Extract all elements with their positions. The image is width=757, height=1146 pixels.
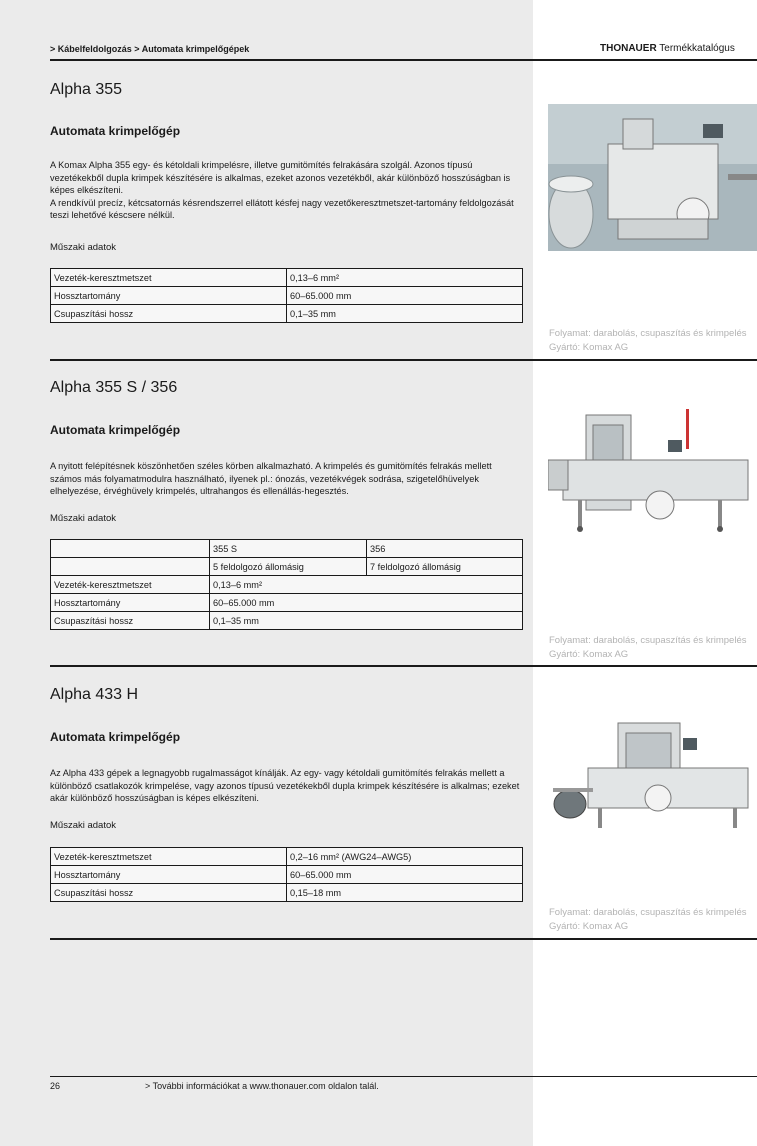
page-number: 26 xyxy=(50,1081,61,1091)
machine-photo xyxy=(548,718,757,830)
machine-photo xyxy=(548,405,757,535)
spec-value: 60–65.000 mm xyxy=(287,287,523,305)
brand-name: THONAUER xyxy=(600,43,657,54)
spec-label: Csupaszítási hossz xyxy=(51,884,287,902)
column-header: 356 xyxy=(367,540,523,558)
table-row xyxy=(51,612,523,630)
description-paragraph: Az Alpha 433 gépek a legnagyobb rugalmasságot kínálják. Az egy- vagy kétoldali gumitömítés felrakás mellett a különböző csatlakozók krimpelése, vagy azonos típusú vezetékekből dupla krimpek készítésére is alkalmas; ezeket akár különböző hosszúságban is képes elkészíteni. xyxy=(50,768,520,804)
product-description xyxy=(50,460,520,498)
manufacturer-note: Gyártó: Komax AG xyxy=(549,649,629,660)
spec-empty-cell xyxy=(51,540,210,558)
table-row xyxy=(51,269,523,287)
specs-heading: Műszaki adatok xyxy=(50,242,117,253)
spec-label: Vezeték-keresztmetszet xyxy=(51,848,287,866)
manufacturer-note: Gyártó: Komax AG xyxy=(549,342,629,353)
section-divider xyxy=(50,938,757,940)
spec-value: 0,15–18 mm xyxy=(287,884,523,902)
description-paragraph: A rendkívül precíz, kétcsatornás késrendszerrel ellátott késfej nagy vezetőkeresztmetszet-tartomány feldolgozását teszi lehetővé késcsere nélkül. xyxy=(50,197,514,221)
table-row xyxy=(51,305,523,323)
spec-value: 0,2–16 mm² (AWG24–AWG5) xyxy=(287,848,523,866)
product-subtitle: Automata krimpelőgép xyxy=(50,124,181,138)
spec-value: 0,13–6 mm² xyxy=(287,269,523,287)
specs-heading: Műszaki adatok xyxy=(50,820,117,831)
specs-heading: Műszaki adatok xyxy=(50,513,117,524)
spec-label: Csupaszítási hossz xyxy=(51,305,287,323)
product-title: Alpha 355 S / 356 xyxy=(50,379,178,396)
section-divider xyxy=(50,359,757,361)
spec-label: Hossztartomány xyxy=(51,287,287,305)
table-row xyxy=(51,558,523,576)
specs-table xyxy=(50,847,523,902)
description-paragraph: A Komax Alpha 355 egy- és kétoldali krimpelésre, illetve gumitömítés felrakására szolgál. Azonos típusú vezetékekből dupla krimpek készítésére is alkalmas, ezeket azonos vezetékből, akár különböző hosszúságban is képes elkészíteni. xyxy=(50,160,511,196)
catalog-brand xyxy=(600,43,757,54)
spec-value: 0,13–6 mm² xyxy=(210,576,523,594)
header-rule xyxy=(50,59,757,61)
specs-table xyxy=(50,268,523,323)
spec-label: Hossztartomány xyxy=(51,866,287,884)
table-row xyxy=(51,287,523,305)
product-title: Alpha 355 xyxy=(50,81,123,98)
spec-label: Vezeték-keresztmetszet xyxy=(51,269,287,287)
product-subtitle: Automata krimpelőgép xyxy=(50,423,181,437)
catalog-name: Termékkatalógus xyxy=(656,43,735,54)
manufacturer-note: Gyártó: Komax AG xyxy=(549,921,629,932)
column-subheader: 5 feldolgozó állomásig xyxy=(210,558,367,576)
spec-value: 0,1–35 mm xyxy=(287,305,523,323)
process-note: Folyamat: darabolás, csupaszítás és krimpelés xyxy=(549,907,747,918)
footer-note: > További információkat a www.thonauer.com oldalon talál. xyxy=(145,1081,379,1091)
table-row xyxy=(51,884,523,902)
spec-label: Vezeték-keresztmetszet xyxy=(51,576,210,594)
column-header: 355 S xyxy=(210,540,367,558)
product-description xyxy=(50,767,520,805)
description-paragraph: A nyitott felépítésnek köszönhetően széles körben alkalmazható. A krimpelés és gumitömítés felrakás mellett számos más folyamatmodulra használható, ilyenek pl.: ónozás, vezetékvégek sodrása, szigetelőhüvelyek elhelyezése, érvéghüvely krimpelés, ultrahangos és ellenállás-hegesztés. xyxy=(50,461,492,497)
product-title: Alpha 433 H xyxy=(50,686,139,703)
spec-value: 60–65.000 mm xyxy=(287,866,523,884)
product-subtitle: Automata krimpelőgép xyxy=(50,730,181,744)
table-row xyxy=(51,540,523,558)
column-subheader: 7 feldolgozó állomásig xyxy=(367,558,523,576)
spec-label: Csupaszítási hossz xyxy=(51,612,210,630)
table-row xyxy=(51,594,523,612)
spec-empty-cell xyxy=(51,558,210,576)
spec-label: Hossztartomány xyxy=(51,594,210,612)
spec-value: 0,1–35 mm xyxy=(210,612,523,630)
breadcrumb: > Kábelfeldolgozás > Automata krimpelőgépek xyxy=(50,44,250,54)
table-row xyxy=(51,866,523,884)
table-row xyxy=(51,576,523,594)
product-description xyxy=(50,159,520,222)
machine-photo xyxy=(548,104,757,251)
specs-table xyxy=(50,539,523,630)
process-note: Folyamat: darabolás, csupaszítás és krimpelés xyxy=(549,328,747,339)
process-note: Folyamat: darabolás, csupaszítás és krimpelés xyxy=(549,635,747,646)
footer-rule xyxy=(50,1076,757,1077)
table-row xyxy=(51,848,523,866)
section-divider xyxy=(50,665,757,667)
spec-value: 60–65.000 mm xyxy=(210,594,523,612)
